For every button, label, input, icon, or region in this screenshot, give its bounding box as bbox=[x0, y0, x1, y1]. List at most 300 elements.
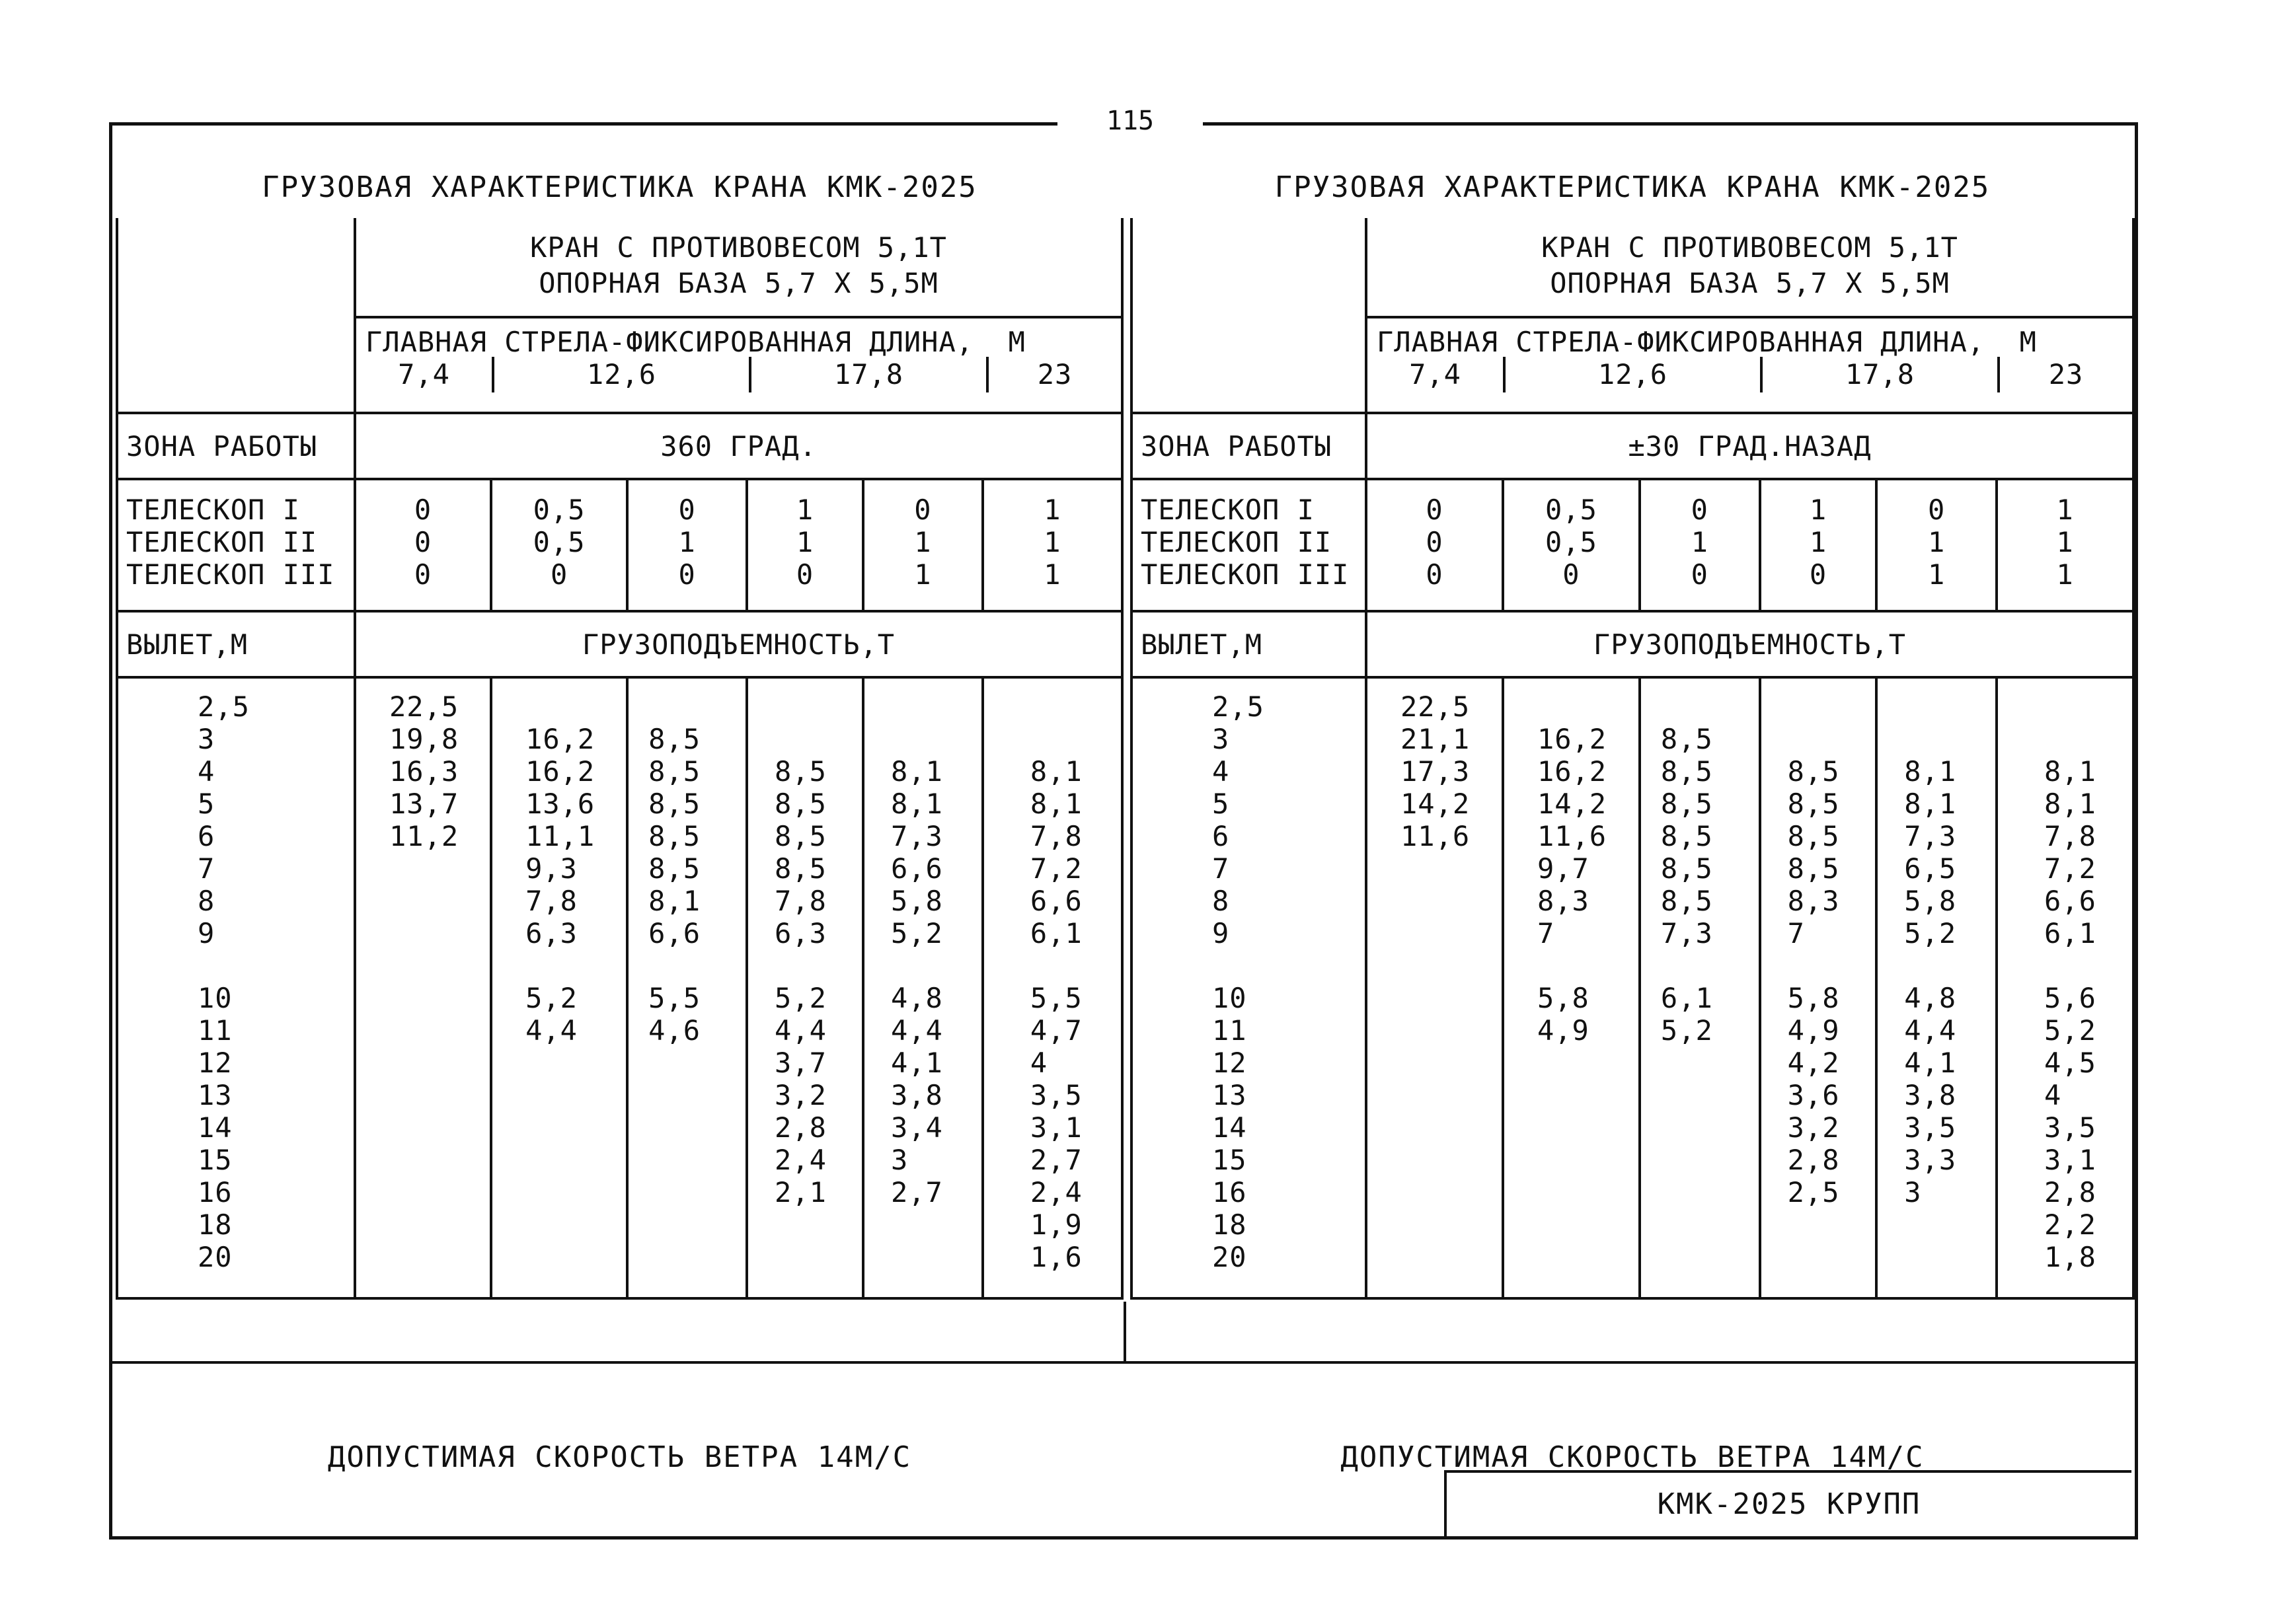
capacity-value: 4,6 bbox=[648, 1014, 701, 1047]
capacity-value bbox=[1400, 1079, 1494, 1111]
capacity-value bbox=[1030, 723, 1113, 755]
capacity-value bbox=[775, 1208, 854, 1241]
radius-value: 4 bbox=[1212, 755, 1230, 788]
radius-value: 8 bbox=[1212, 885, 1230, 917]
capacity-value bbox=[389, 1111, 482, 1144]
boom-length: 12,6 bbox=[1503, 357, 1760, 392]
capacity-value bbox=[1788, 1241, 1868, 1273]
capacity-value: 4,9 bbox=[1537, 1014, 1589, 1047]
radius-value: 10 bbox=[1212, 982, 1247, 1014]
capacity-value bbox=[525, 1208, 618, 1241]
telescope-value: 1 bbox=[1928, 526, 1946, 558]
capacity-value bbox=[648, 1111, 738, 1144]
telescope-value: 1 bbox=[1928, 558, 1946, 591]
capacity-value: 8,1 bbox=[2044, 788, 2096, 820]
capacity-value bbox=[389, 852, 482, 885]
page-number: 115 bbox=[1106, 106, 1155, 136]
radius-value: 11 bbox=[198, 1014, 233, 1047]
capacity-value bbox=[1537, 1111, 1630, 1144]
capacity-value bbox=[648, 1047, 738, 1079]
radius-label: ВЫЛЕТ,М bbox=[1131, 611, 1366, 677]
telescope-value: 0 bbox=[550, 558, 568, 591]
capacity-value: 8,5 bbox=[1660, 723, 1713, 755]
capacity-value: 3,5 bbox=[1030, 1079, 1083, 1111]
radius-value: 7 bbox=[198, 852, 215, 885]
capacity-value: 7,8 bbox=[1030, 820, 1083, 852]
boom-length-header bbox=[355, 317, 1122, 413]
capacity-value: 2,4 bbox=[1030, 1176, 1083, 1208]
telescope-value: 1 bbox=[1809, 526, 1827, 558]
capacity-value bbox=[648, 690, 738, 723]
capacity-value: 6,3 bbox=[525, 917, 578, 949]
wind-note: ДОПУСТИМАЯ СКОРОСТЬ ВЕТРА 14М/С bbox=[327, 1440, 912, 1474]
radius-value: 15 bbox=[198, 1144, 233, 1176]
telescope-col bbox=[1997, 479, 2133, 611]
capacity-value: 8,5 bbox=[1660, 820, 1713, 852]
radius-column bbox=[1131, 677, 1366, 1298]
capacity-value: 8,5 bbox=[775, 852, 827, 885]
telescope-value: 0 bbox=[414, 526, 432, 558]
capacity-value: 8,5 bbox=[1787, 820, 1840, 852]
capacity-value: 8,5 bbox=[648, 788, 701, 820]
capacity-column bbox=[627, 677, 747, 1298]
telescope-value: 1 bbox=[1044, 494, 1061, 526]
capacity-value bbox=[389, 1144, 482, 1176]
radius-value: 12 bbox=[198, 1047, 233, 1079]
telescope-value: 0 bbox=[1426, 526, 1443, 558]
capacity-value bbox=[389, 1047, 482, 1079]
capacity-column bbox=[491, 677, 627, 1298]
capacity-value: 2,1 bbox=[775, 1176, 827, 1208]
radius-value: 2,5 bbox=[1212, 690, 1264, 723]
capacity-value: 8,5 bbox=[1787, 788, 1840, 820]
telescope-value: 1 bbox=[1044, 526, 1061, 558]
telescope-label: ТЕЛЕСКОП II bbox=[126, 526, 318, 558]
capacity-value: 4,1 bbox=[890, 1047, 943, 1079]
radius-value: 5 bbox=[1212, 788, 1230, 820]
capacity-value bbox=[525, 690, 618, 723]
capacity-value: 8,1 bbox=[2044, 755, 2096, 788]
capacity-value bbox=[1537, 1176, 1630, 1208]
capacity-value: 8,5 bbox=[1787, 755, 1840, 788]
capacity-value: 3,8 bbox=[1904, 1079, 1957, 1111]
boom-length: 23 bbox=[986, 357, 1121, 392]
capacity-value: 11,1 bbox=[525, 820, 595, 852]
capacity-value: 8,5 bbox=[648, 820, 701, 852]
capacity-value: 3,5 bbox=[1904, 1111, 1957, 1144]
capacity-value bbox=[775, 690, 854, 723]
capacity-value bbox=[648, 1208, 738, 1241]
capacity-value: 2,8 bbox=[2044, 1176, 2096, 1208]
capacity-value bbox=[775, 723, 854, 755]
capacity-value bbox=[1661, 690, 1751, 723]
telescope-value: 1 bbox=[914, 558, 932, 591]
capacity-value: 2,2 bbox=[2044, 1208, 2096, 1241]
radius-value: 6 bbox=[1212, 820, 1230, 852]
capacity-value: 8,5 bbox=[1660, 852, 1713, 885]
capacity-value: 4,7 bbox=[1030, 1014, 1083, 1047]
capacity-value: 5,5 bbox=[1030, 982, 1083, 1014]
boom-length: 7,4 bbox=[398, 358, 450, 390]
capacity-value: 5,6 bbox=[2044, 982, 2096, 1014]
capacity-value: 8,1 bbox=[1904, 788, 1957, 820]
capacity-value: 9,3 bbox=[525, 852, 578, 885]
capacity-value bbox=[389, 885, 482, 917]
capacity-value: 13,7 bbox=[389, 788, 459, 820]
capacity-value: 16,3 bbox=[389, 755, 459, 788]
capacity-value bbox=[891, 690, 974, 723]
capacity-value: 4,1 bbox=[1904, 1047, 1957, 1079]
capacity-value: 5,2 bbox=[775, 982, 827, 1014]
capacity-value: 16,2 bbox=[525, 755, 595, 788]
capacity-value: 5,2 bbox=[1660, 1014, 1713, 1047]
telescope-value: 1 bbox=[2056, 494, 2074, 526]
capacity-value bbox=[1400, 1176, 1494, 1208]
telescope-value: 1 bbox=[2056, 558, 2074, 591]
capacity-value bbox=[389, 1014, 482, 1047]
crane-line1: КРАН С ПРОТИВОВЕСОМ 5,1Т bbox=[530, 231, 947, 264]
capacity-value: 8,1 bbox=[890, 755, 943, 788]
capacity-column bbox=[863, 677, 983, 1298]
capacity-value bbox=[1537, 1047, 1630, 1079]
capacity-value: 16,2 bbox=[1537, 723, 1607, 755]
radius-value: 13 bbox=[198, 1079, 233, 1111]
telescope-value: 1 bbox=[796, 494, 814, 526]
capacity-value bbox=[389, 1208, 482, 1241]
boom-label: ГЛАВНАЯ СТРЕЛА-ФИКСИРОВАННАЯ ДЛИНА, М bbox=[1377, 326, 2037, 358]
capacity-column bbox=[1760, 677, 1877, 1298]
radius-value: 14 bbox=[1212, 1111, 1247, 1144]
telescope-col bbox=[1876, 479, 1997, 611]
capacity-value: 4 bbox=[2044, 1079, 2062, 1111]
capacity-value bbox=[648, 949, 738, 982]
capacity-value bbox=[1400, 1241, 1494, 1273]
telescope-label: ТЕЛЕСКОП I bbox=[1141, 494, 1315, 526]
radius-column bbox=[117, 677, 355, 1298]
capacity-value bbox=[525, 1111, 618, 1144]
capacity-value bbox=[1537, 1144, 1630, 1176]
capacity-value bbox=[1400, 1208, 1494, 1241]
telescope-value: 1 bbox=[1809, 494, 1827, 526]
capacity-value: 5,2 bbox=[890, 917, 943, 949]
capacity-value: 7,2 bbox=[2044, 852, 2096, 885]
panel-title: ГРУЗОВАЯ ХАРАКТЕРИСТИКА КРАНА КМК-2025 bbox=[262, 170, 977, 204]
telescope-value: 0 bbox=[1691, 558, 1708, 591]
capacity-value: 8,1 bbox=[1030, 788, 1083, 820]
capacity-value bbox=[1030, 690, 1113, 723]
capacity-value: 5,8 bbox=[1904, 885, 1957, 917]
wind-row-bottom-line bbox=[109, 1361, 2135, 1364]
capacity-value bbox=[891, 1208, 974, 1241]
capacity-value: 6,5 bbox=[1904, 852, 1957, 885]
capacity-value: 4,4 bbox=[775, 1014, 827, 1047]
capacity-value: 7,3 bbox=[1904, 820, 1957, 852]
radius-value: 12 bbox=[1212, 1047, 1247, 1079]
capacity-value: 7 bbox=[1787, 917, 1805, 949]
capacity-value: 19,8 bbox=[389, 723, 459, 755]
radius-value: 18 bbox=[198, 1208, 233, 1241]
telescope-col bbox=[1640, 479, 1760, 611]
capacity-value: 8,5 bbox=[1787, 852, 1840, 885]
wind-note: ДОПУСТИМАЯ СКОРОСТЬ ВЕТРА 14М/С bbox=[1340, 1440, 1925, 1474]
telescope-value: 0 bbox=[1426, 494, 1443, 526]
telescope-value: 0 bbox=[1809, 558, 1827, 591]
capacity-value bbox=[525, 1047, 618, 1079]
boom-length: 23 bbox=[1997, 357, 2132, 392]
capacity-value bbox=[1537, 1241, 1630, 1273]
capacity-value: 16,2 bbox=[525, 723, 595, 755]
capacity-value: 22,5 bbox=[1400, 690, 1471, 723]
telescope-value: 0 bbox=[678, 494, 696, 526]
capacity-value: 3,4 bbox=[890, 1111, 943, 1144]
capacity-value: 1,8 bbox=[2044, 1241, 2096, 1273]
capacity-value bbox=[1661, 1176, 1751, 1208]
capacity-value: 2,5 bbox=[1787, 1176, 1840, 1208]
crane-config bbox=[355, 218, 1122, 317]
boom-length-header bbox=[1366, 317, 2133, 413]
capacity-value bbox=[389, 949, 482, 982]
capacity-value bbox=[648, 1176, 738, 1208]
telescope-value: 1 bbox=[1691, 526, 1708, 558]
capacity-value bbox=[1904, 949, 1987, 982]
telescope-value: 0,5 bbox=[1545, 526, 1597, 558]
telescope-labels bbox=[117, 479, 355, 611]
boom-lengths bbox=[1367, 357, 2132, 392]
telescope-value: 0,5 bbox=[533, 494, 586, 526]
telescope-label: ТЕЛЕСКОП III bbox=[126, 558, 335, 591]
capacity-value bbox=[1661, 1208, 1751, 1241]
radius-value: 10 bbox=[198, 982, 233, 1014]
capacity-value bbox=[1537, 1208, 1630, 1241]
capacity-value: 1,9 bbox=[1030, 1208, 1083, 1241]
telescope-col bbox=[1760, 479, 1877, 611]
capacity-value: 2,8 bbox=[775, 1111, 827, 1144]
capacity-value bbox=[1537, 1079, 1630, 1111]
capacity-value bbox=[2044, 723, 2124, 755]
capacity-column bbox=[355, 677, 491, 1298]
boom-length: 12,6 bbox=[492, 357, 749, 392]
capacity-value bbox=[891, 1241, 974, 1273]
capacity-value bbox=[1400, 885, 1494, 917]
capacity-value: 14,2 bbox=[1400, 788, 1471, 820]
capacity-value bbox=[1661, 949, 1751, 982]
capacity-value: 2,7 bbox=[1030, 1144, 1083, 1176]
wind-row-divider bbox=[1124, 1302, 1126, 1362]
capacity-value: 3,5 bbox=[2044, 1111, 2096, 1144]
capacity-value: 8,1 bbox=[890, 788, 943, 820]
capacity-value bbox=[1400, 949, 1494, 982]
capacity-value bbox=[1030, 949, 1113, 982]
capacity-value bbox=[775, 949, 854, 982]
radius-value: 13 bbox=[1212, 1079, 1247, 1111]
radius-value: 20 bbox=[198, 1241, 233, 1273]
capacity-value: 11,6 bbox=[1537, 820, 1607, 852]
capacity-value: 5,8 bbox=[890, 885, 943, 917]
capacity-value bbox=[1788, 949, 1868, 982]
boom-lengths bbox=[356, 357, 1121, 392]
telescope-value: 1 bbox=[1044, 558, 1061, 591]
telescope-col bbox=[627, 479, 747, 611]
capacity-value: 13,6 bbox=[525, 788, 595, 820]
capacity-value: 17,3 bbox=[1400, 755, 1471, 788]
capacity-value bbox=[2044, 949, 2124, 982]
capacity-column bbox=[1997, 677, 2133, 1298]
capacity-value: 5,2 bbox=[525, 982, 578, 1014]
capacity-value: 4,4 bbox=[525, 1014, 578, 1047]
radius-value: 3 bbox=[198, 723, 215, 755]
capacity-value bbox=[1400, 852, 1494, 885]
boom-length: 7,4 bbox=[1409, 358, 1461, 390]
boom-label: ГЛАВНАЯ СТРЕЛА-ФИКСИРОВАННАЯ ДЛИНА, М bbox=[365, 326, 1026, 358]
telescope-value: 1 bbox=[678, 526, 696, 558]
capacity-value bbox=[525, 1144, 618, 1176]
capacity-value: 8,1 bbox=[648, 885, 701, 917]
telescope-col bbox=[491, 479, 627, 611]
capacity-value: 3,2 bbox=[1787, 1111, 1840, 1144]
radius-value: 6 bbox=[198, 820, 215, 852]
capacity-value bbox=[648, 1241, 738, 1273]
capacity-value: 8,3 bbox=[1787, 885, 1840, 917]
telescope-value: 0 bbox=[914, 494, 932, 526]
capacity-value: 14,2 bbox=[1537, 788, 1607, 820]
radius-value: 16 bbox=[1212, 1176, 1247, 1208]
capacity-value bbox=[389, 1241, 482, 1273]
capacity-value: 3 bbox=[890, 1144, 909, 1176]
radius-value: 4 bbox=[198, 755, 215, 788]
capacity-value bbox=[1661, 1111, 1751, 1144]
capacity-value bbox=[1788, 723, 1868, 755]
radius-value: 7 bbox=[1212, 852, 1230, 885]
capacity-value: 11,2 bbox=[389, 820, 459, 852]
telescope-value: 1 bbox=[796, 526, 814, 558]
capacity-value: 8,1 bbox=[1904, 755, 1957, 788]
radius-value: 9 bbox=[1212, 917, 1230, 949]
title-block-stamp: КМК-2025 КРУПП bbox=[1444, 1470, 2131, 1536]
capacity-value: 2,8 bbox=[1787, 1144, 1840, 1176]
telescope-col bbox=[863, 479, 983, 611]
capacity-value bbox=[389, 982, 482, 1014]
telescope-labels bbox=[1131, 479, 1366, 611]
capacity-value: 8,5 bbox=[648, 723, 701, 755]
capacity-value: 21,1 bbox=[1400, 723, 1471, 755]
capacity-value bbox=[1400, 917, 1494, 949]
capacity-column bbox=[1366, 677, 1503, 1298]
capacity-value bbox=[1661, 1144, 1751, 1176]
capacity-label: ГРУЗОПОДЪЕМНОСТЬ,Т bbox=[355, 611, 1122, 677]
capacity-label: ГРУЗОПОДЪЕМНОСТЬ,Т bbox=[1366, 611, 2133, 677]
radius-value: 16 bbox=[198, 1176, 233, 1208]
capacity-column bbox=[1640, 677, 1760, 1298]
capacity-value bbox=[1788, 1208, 1868, 1241]
crane-config bbox=[1366, 218, 2133, 317]
capacity-value: 7,8 bbox=[775, 885, 827, 917]
capacity-value bbox=[1661, 1079, 1751, 1111]
capacity-value: 3,2 bbox=[775, 1079, 827, 1111]
capacity-value: 8,5 bbox=[1660, 755, 1713, 788]
telescope-value: 0 bbox=[1426, 558, 1443, 591]
load-chart-table bbox=[116, 218, 1124, 1300]
capacity-value: 3,6 bbox=[1787, 1079, 1840, 1111]
capacity-value bbox=[1400, 1111, 1494, 1144]
capacity-value: 7,3 bbox=[890, 820, 943, 852]
capacity-value: 6,6 bbox=[890, 852, 943, 885]
capacity-value: 6,1 bbox=[1660, 982, 1713, 1014]
capacity-value bbox=[1537, 949, 1630, 982]
capacity-value: 3,1 bbox=[2044, 1144, 2096, 1176]
radius-value bbox=[198, 949, 346, 982]
capacity-value: 22,5 bbox=[389, 690, 459, 723]
telescope-label: ТЕЛЕСКОП II bbox=[1141, 526, 1332, 558]
telescope-label: ТЕЛЕСКОП III bbox=[1141, 558, 1350, 591]
boom-length: 17,8 bbox=[749, 357, 986, 392]
radius-value: 9 bbox=[198, 917, 215, 949]
capacity-value: 4,9 bbox=[1787, 1014, 1840, 1047]
zone-label: ЗОНА РАБОТЫ bbox=[117, 413, 355, 479]
header-blank bbox=[117, 218, 355, 413]
capacity-value: 7,2 bbox=[1030, 852, 1083, 885]
telescope-col bbox=[1366, 479, 1503, 611]
telescope-value: 1 bbox=[914, 526, 932, 558]
capacity-value: 8,5 bbox=[775, 755, 827, 788]
zone-label: ЗОНА РАБОТЫ bbox=[1131, 413, 1366, 479]
capacity-value bbox=[1661, 1241, 1751, 1273]
capacity-value bbox=[389, 1079, 482, 1111]
capacity-value bbox=[525, 1079, 618, 1111]
capacity-value: 8,1 bbox=[1030, 755, 1083, 788]
capacity-value bbox=[1904, 1208, 1987, 1241]
telescope-value: 0,5 bbox=[533, 526, 586, 558]
capacity-value: 4,4 bbox=[1904, 1014, 1957, 1047]
capacity-value: 8,5 bbox=[775, 788, 827, 820]
capacity-value: 7,8 bbox=[525, 885, 578, 917]
radius-value: 5 bbox=[198, 788, 215, 820]
capacity-value bbox=[1788, 690, 1868, 723]
capacity-value: 7,3 bbox=[1660, 917, 1713, 949]
capacity-value bbox=[525, 1176, 618, 1208]
capacity-value bbox=[1661, 1047, 1751, 1079]
telescope-value: 0 bbox=[678, 558, 696, 591]
capacity-value: 5,8 bbox=[1537, 982, 1589, 1014]
telescope-col bbox=[983, 479, 1122, 611]
capacity-value bbox=[1400, 1047, 1494, 1079]
crane-line1: КРАН С ПРОТИВОВЕСОМ 5,1Т bbox=[1541, 231, 1958, 264]
capacity-value: 6,6 bbox=[1030, 885, 1083, 917]
capacity-value bbox=[891, 723, 974, 755]
capacity-value: 8,5 bbox=[648, 852, 701, 885]
telescope-label: ТЕЛЕСКОП I bbox=[126, 494, 300, 526]
capacity-value bbox=[1904, 1241, 1987, 1273]
radius-value bbox=[1212, 949, 1357, 982]
zone-value: 360 ГРАД. bbox=[355, 413, 1122, 479]
capacity-value: 5,2 bbox=[2044, 1014, 2096, 1047]
capacity-value bbox=[525, 949, 618, 982]
telescope-col bbox=[747, 479, 863, 611]
capacity-value bbox=[1904, 690, 1987, 723]
capacity-value: 4 bbox=[1030, 1047, 1048, 1079]
telescope-value: 0 bbox=[1691, 494, 1708, 526]
radius-value: 8 bbox=[198, 885, 215, 917]
header-blank bbox=[1131, 218, 1366, 413]
radius-value: 20 bbox=[1212, 1241, 1247, 1273]
capacity-value: 6,6 bbox=[648, 917, 701, 949]
zone-value: ±30 ГРАД.НАЗАД bbox=[1366, 413, 2133, 479]
capacity-value: 5,8 bbox=[1787, 982, 1840, 1014]
radius-label: ВЫЛЕТ,М bbox=[117, 611, 355, 677]
capacity-value: 6,3 bbox=[775, 917, 827, 949]
radius-value: 2,5 bbox=[198, 690, 250, 723]
panel-title: ГРУЗОВАЯ ХАРАКТЕРИСТИКА КРАНА КМК-2025 bbox=[1274, 170, 1991, 204]
capacity-value bbox=[1400, 982, 1494, 1014]
